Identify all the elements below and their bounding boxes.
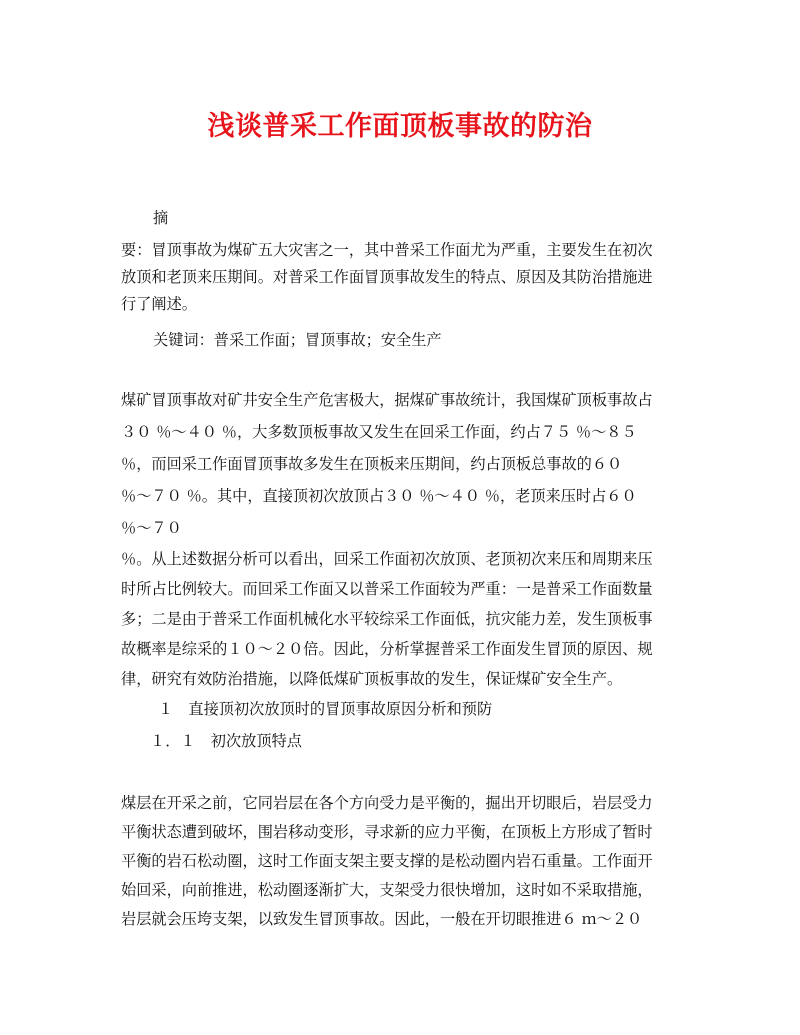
abstract-line: 行了阐述。: [121, 295, 197, 313]
body-line: ３０ ％～４０ ％，大多数顶板事故又发生在回采工作面，约占７５ ％～８５: [121, 423, 637, 441]
body-line: 时所占比例较大。而回采工作面又以普采工作面较为严重：一是普采工作面数量: [121, 580, 653, 598]
body-line: 平衡状态遭到破坏，围岩移动变形，寻求新的应力平衡，在顶板上方形成了暂时: [121, 823, 653, 841]
body-line: ％。从上述数据分析可以看出，回采工作面初次放顶、老顶初次来压和周期来压: [121, 550, 653, 568]
body-line: 始回采，向前推进，松动圈逐渐扩大，支架受力很快增加，这时如不采取措施，: [121, 881, 653, 899]
body-line: ％～７０: [121, 519, 182, 537]
body-line: 平衡的岩石松动圈，这时工作面支架主要支撑的是松动圈内岩石重量。工作面开: [121, 852, 653, 870]
body-line: 岩层就会压垮支架，以致发生冒顶事故。因此，一般在开切眼推进６ ｍ～２０: [121, 910, 643, 928]
abstract-line: 要：冒顶事故为煤矿五大灾害之一，其中普采工作面尤为严重，主要发生在初次: [121, 241, 653, 259]
body-line: 故概率是综采的１０～２０倍。因此，分析掌握普采工作面发生冒顶的原因、规: [121, 640, 653, 658]
body-line: ％～７０ ％。其中，直接顶初次放顶占３０ ％～４０ ％，老顶来压时占６０: [121, 487, 637, 505]
subsection-heading: １．１ 初次放顶特点: [150, 732, 302, 750]
document-title: 浅谈普采工作面顶板事故的防治: [207, 111, 593, 142]
section-heading: １ 直接顶初次放顶时的冒顶事故原因分析和预防: [158, 700, 493, 718]
body-line: 律，研究有效防治措施，以降低煤矿顶板事故的发生，保证煤矿安全生产。: [121, 670, 623, 688]
abstract-label: 摘: [153, 209, 169, 227]
body-line: 多；二是由于普采工作面机械化水平较综采工作面低，抗灾能力差，发生顶板事: [121, 610, 653, 628]
abstract-line: 放顶和老顶来压期间。对普采工作面冒顶事故发生的特点、原因及其防治措施进: [121, 268, 653, 286]
keywords-line: 关键词：普采工作面；冒顶事故；安全生产: [153, 331, 442, 349]
body-line: 煤矿冒顶事故对矿井安全生产危害极大，据煤矿事故统计，我国煤矿顶板事故占: [121, 391, 653, 409]
body-line: ％，而回采工作面冒顶事故多发生在顶板来压期间，约占顶板总事故的６０: [121, 455, 623, 473]
body-line: 煤层在开采之前，它同岩层在各个方向受力是平衡的，掘出开切眼后，岩层受力: [121, 794, 653, 812]
